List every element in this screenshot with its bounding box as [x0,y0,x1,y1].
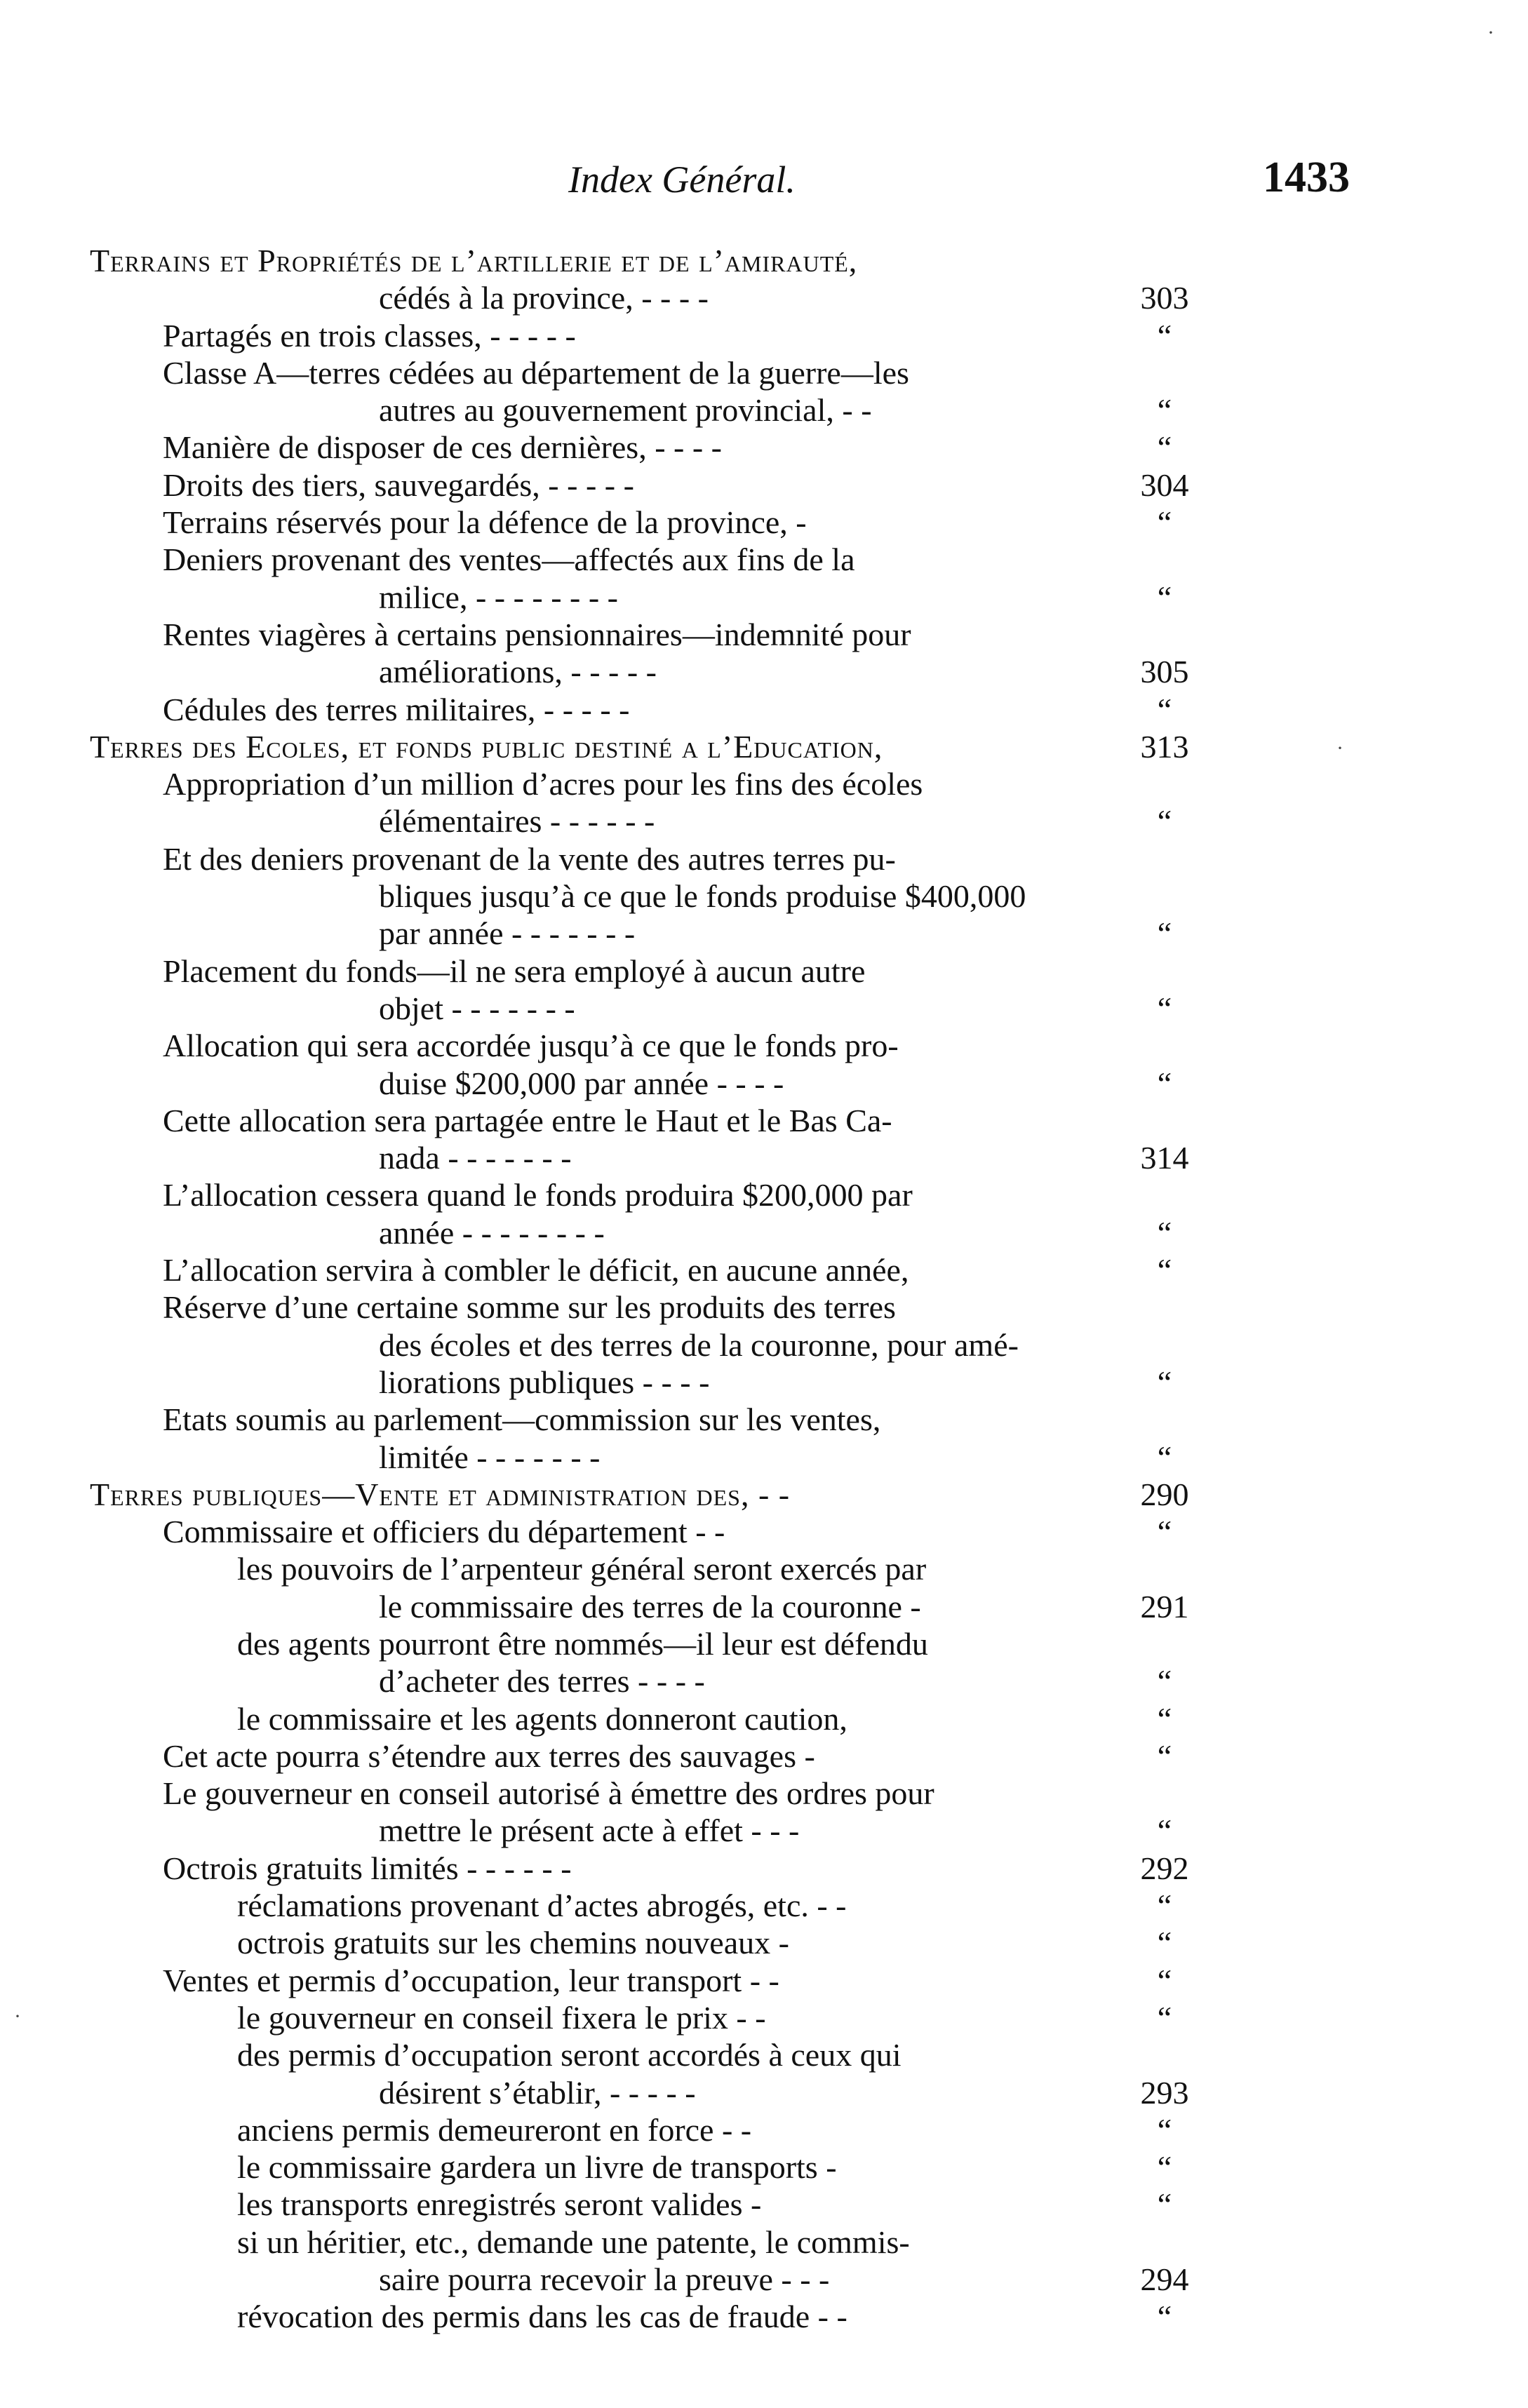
page-reference: “ [1157,504,1172,541]
index-entry-row [0,840,1528,877]
index-entry-row [0,1737,1528,1775]
index-entry-row [0,579,1528,616]
entry-text: révocation des permis dans les cas de fraude - - [237,2299,847,2335]
page-reference: 303 [1140,280,1189,316]
entry-text: Cédules des terres militaires, - - - - - [163,691,630,727]
page-reference: “ [1157,2149,1172,2186]
entry-text: élémentaires - - - - - - [379,803,655,840]
entry-text: d’acheter des terres - - - - [379,1663,705,1700]
page-reference: “ [1157,1514,1172,1550]
entry-text: le gouverneur en conseil fixera le prix - - [237,1999,766,2036]
page-reference: “ [1157,2299,1172,2335]
index-entry-row [0,1326,1528,1364]
page-reference: 304 [1140,466,1189,503]
page-reference: “ [1157,2111,1172,2148]
entry-text: nada - - - - - - - [379,1140,572,1176]
entry-text: liorations publiques - - - - [379,1364,710,1400]
page-reference: “ [1157,1214,1172,1251]
entry-text: année - - - - - - - - [379,1214,605,1251]
index-entry-row [0,1588,1528,1625]
entry-text: le commissaire des terres de la couronne - [379,1588,921,1625]
running-title: Index Général. [568,159,796,201]
page-reference: “ [1157,990,1172,1026]
page-reference: “ [1157,1252,1172,1289]
entry-text: Deniers provenant des ventes—affectés aux fins de la [163,542,855,578]
page-reference: “ [1157,1812,1172,1849]
index-entry-row [0,1924,1528,1961]
index-entry-row [0,1775,1528,1812]
index-entry-row [0,1662,1528,1700]
index-entry-row [0,1887,1528,1924]
index-entry-row [0,466,1528,504]
page-reference: 314 [1140,1140,1189,1176]
entry-text: Allocation qui sera accordée jusqu’à ce que le fonds pro- [163,1028,899,1064]
index-entry-row [0,541,1528,578]
index-entry-row [0,1364,1528,1401]
index-entry-row [0,1850,1528,1887]
index-entry-row [0,1700,1528,1737]
index-heading-row [0,728,1528,765]
page-reference: “ [1157,2186,1172,2223]
index-heading-row [0,242,1528,279]
index-entry-row [0,317,1528,354]
page-reference: “ [1157,691,1172,727]
index-entry-row [0,691,1528,728]
page-reference: 292 [1140,1850,1189,1886]
scan-speck: · [1487,21,1494,44]
index-entry-row [0,2074,1528,2111]
entry-text: anciens permis demeureront en force - - [237,2111,752,2148]
page-reference: “ [1157,579,1172,615]
entry-text: Manière de disposer de ces dernières, - - - - [163,429,722,466]
entry-text: le commissaire gardera un livre de transports - [237,2149,837,2186]
entry-text: L’allocation servira à combler le déficit, en aucune année, [163,1252,909,1289]
page-reference: “ [1157,1439,1172,1475]
index-entry-row [0,429,1528,466]
heading-text: Terrains et Propriétés de l’artillerie et de l’amirauté, [90,243,858,278]
index-entry-row [0,1102,1528,1139]
index-entry-row [0,1625,1528,1662]
page-reference: “ [1157,1065,1172,1101]
heading-text: Terres publiques—Vente et administration des, - - [90,1476,791,1512]
index-entry-row [0,391,1528,429]
scan-speck: · [14,2005,21,2028]
entry-text: par année - - - - - - - [379,915,636,952]
index-entry-row [0,2298,1528,2335]
page-reference: “ [1157,1925,1172,1961]
entry-text: Octrois gratuits limités - - - - - - [163,1850,572,1886]
page-reference: “ [1157,1364,1172,1400]
entry-text: duise $200,000 par année - - - - [379,1065,784,1101]
index-entry-row [0,2261,1528,2298]
entry-text: Etats soumis au parlement—commission sur les ventes, [163,1401,881,1438]
entry-text: réclamations provenant d’actes abrogés, etc. - - [237,1888,847,1924]
page-reference: 294 [1140,2261,1189,2298]
entry-text: milice, - - - - - - - - [379,579,619,615]
entry-text: objet - - - - - - - [379,990,575,1026]
page-reference: 293 [1140,2074,1189,2111]
index-entry-row [0,1065,1528,1102]
entry-text: Terrains réservés pour la défence de la province, - [163,504,807,541]
entry-text: Réserve d’une certaine somme sur les produits des terres [163,1289,896,1326]
entry-text: Placement du fonds—il ne sera employé à aucun autre [163,953,866,989]
page-reference: 305 [1140,654,1189,690]
entry-text: autres au gouvernement provincial, - - [379,392,872,429]
page-reference: “ [1157,429,1172,466]
entry-text: des agents pourront être nommés—il leur est défendu [237,1625,928,1662]
page-header [0,0,1528,231]
page-reference: “ [1157,1700,1172,1737]
index-entry-row [0,653,1528,690]
index-entry-row [0,990,1528,1027]
entry-text: Droits des tiers, sauvegardés, - - - - - [163,466,634,503]
index-entry-row [0,504,1528,541]
entry-text: Cette allocation sera partagée entre le Haut et le Bas Ca- [163,1102,892,1138]
entry-text: désirent s’établir, - - - - - [379,2074,696,2111]
page-reference: 290 [1140,1476,1189,1512]
index-entry-row [0,2036,1528,2073]
page-reference: “ [1157,1737,1172,1774]
index-entry-row [0,2111,1528,2148]
index-entry-row [0,1812,1528,1849]
entry-text: cédés à la province, - - - - [379,280,709,316]
index-heading-row [0,1476,1528,1513]
index-entry-row [0,2148,1528,2186]
index-entry-row [0,1251,1528,1289]
index-entry-row [0,953,1528,990]
index-entry-row [0,1513,1528,1550]
page-reference: “ [1157,1663,1172,1700]
index-entry-row [0,1214,1528,1251]
index-entry-row [0,915,1528,952]
page-reference: “ [1157,803,1172,840]
entry-text: mettre le présent acte à effet - - - [379,1812,800,1849]
entry-text: Partagés en trois classes, - - - - - [163,317,576,354]
entry-text: si un héritier, etc., demande une patente, le commis- [237,2224,910,2260]
index-entry-row [0,1962,1528,1999]
page-reference: “ [1157,1962,1172,1998]
entry-text: Et des deniers provenant de la vente des autres terres pu- [163,840,896,877]
entry-text: des permis d’occupation seront accordés à ceux qui [237,2037,902,2073]
entry-text: les pouvoirs de l’arpenteur général seront exercés par [237,1551,927,1587]
entry-text: des écoles et des terres de la couronne, pour amé- [379,1326,1019,1363]
index-entry-row [0,2224,1528,2261]
entry-text: les transports enregistrés seront valides - [237,2186,762,2223]
page-reference: 291 [1140,1588,1189,1625]
entry-text: le commissaire et les agents donneront caution, [237,1700,847,1737]
entry-text: bliques jusqu’à ce que le fonds produise $400,000 [379,878,1026,915]
index-entry-row [0,1999,1528,2036]
index-entry-row [0,1139,1528,1176]
index-entry-row [0,1550,1528,1587]
entry-text: octrois gratuits sur les chemins nouveaux - [237,1925,789,1961]
page-reference: “ [1157,392,1172,429]
entry-text: Appropriation d’un million d’acres pour les fins des écoles [163,766,923,802]
index-entry-row [0,1176,1528,1213]
page-reference: “ [1157,915,1172,952]
page-number: 1433 [1263,154,1350,201]
index-entry-row [0,2186,1528,2223]
page-reference: 313 [1140,728,1189,765]
entry-text: Le gouverneur en conseil autorisé à émettre des ordres pour [163,1775,934,1812]
scan-speck: · [1336,736,1343,760]
index-entry-row [0,279,1528,316]
index-entry-row [0,1027,1528,1064]
index-entries [0,242,1528,2336]
index-entry-row [0,802,1528,840]
index-entry-row [0,1439,1528,1476]
index-entry-row [0,354,1528,391]
entry-text: Cet acte pourra s’étendre aux terres des sauvages - [163,1737,815,1774]
heading-text: Terres des Ecoles, et fonds public destiné a l’Education, [90,728,883,765]
entry-text: Classe A—terres cédées au département de la guerre—les [163,354,909,391]
index-entry-row [0,616,1528,653]
page-reference: “ [1157,1888,1172,1924]
index-entry-row [0,1401,1528,1438]
entry-text: limitée - - - - - - - [379,1439,601,1475]
entry-text: Ventes et permis d’occupation, leur transport - - [163,1962,779,1998]
index-entry-row [0,765,1528,802]
index-entry-row [0,877,1528,915]
entry-text: améliorations, - - - - - [379,654,657,690]
index-entry-row [0,1289,1528,1326]
entry-text: saire pourra recevoir la preuve - - - [379,2261,830,2298]
entry-text: Commissaire et officiers du département - - [163,1514,725,1550]
page-reference: “ [1157,317,1172,354]
entry-text: Rentes viagères à certains pensionnaires—indemnité pour [163,616,911,652]
entry-text: L’allocation cessera quand le fonds produira $200,000 par [163,1177,913,1213]
page-reference: “ [1157,1999,1172,2036]
